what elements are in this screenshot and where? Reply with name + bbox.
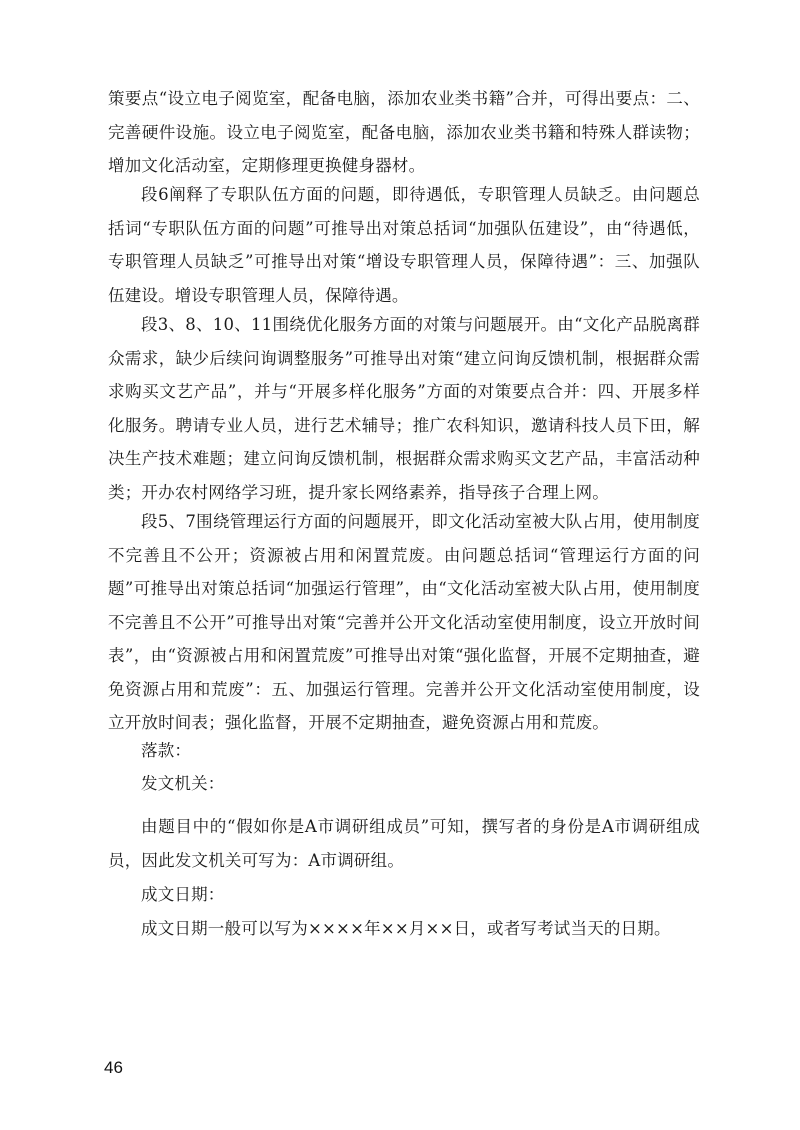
paragraph-date-heading: 成文日期： xyxy=(141,885,225,904)
paragraph-operation-management: 段5、7围绕管理运行方面的问题展开，即文化活动室被大队占用，使用制度不完善且不公开；资源被占用和闲置荒废。由问题总括词“管理运行方面的问题”可推导出对策总括词“加强运行管理”，由“文化活动室被大队占用，使用制度不完善且不公开”可推导出对策“完善并公开文化活动室使用制度，设立开放时间表”，由“资源被占用和闲置荒废”可推导出对策“强化监督，开展不定期抽查，避免资源占用和荒废”：五、加强运行管理。完善并公开文化活动室使用制度，设立开放时间表；强化监督，开展不定期抽查，避免资源占用和荒废。 xyxy=(108,512,700,732)
paragraph-diversified-services: 段3、8、10、11围绕优化服务方面的对策与问题展开。由“文化产品脱离群众需求，缺少后续问询调整服务”可推导出对策“建立问询反馈机制，根据群众需求购买文艺产品”，并与“开展多样化服务”方面的对策要点合并：四、开展多样化服务。聘请专业人员，进行艺术辅导；推广农科知识，邀请科技人员下田，解决生产技术难题；建立问询反馈机制，根据群众需求购买文艺产品，丰富活动种类；开办农村网络学习班，提升家长网络素养，指导孩子合理上网。 xyxy=(108,315,700,502)
paragraph-date-body: 成文日期一般可以写为××××年××月××日，或者写考试当天的日期。 xyxy=(141,919,671,938)
paragraph-issuing-authority-heading: 发文机关： xyxy=(141,774,225,793)
page-number: 46 xyxy=(104,1058,123,1077)
paragraph-signature-heading: 落款： xyxy=(141,741,192,760)
paragraph-team-building: 段6阐释了专职队伍方面的问题，即待遇低，专职管理人员缺乏。由问题总括词“专职队伍方面的问题”可推导出对策总括词“加强队伍建设”，由“待遇低，专职管理人员缺乏”可推导出对策“增设专职管理人员，保障待遇”：三、加强队伍建设。增设专职管理人员，保障待遇。 xyxy=(108,185,700,305)
paragraph-hardware-facilities: 策要点“设立电子阅览室，配备电脑，添加农业类书籍”合并，可得出要点：二、完善硬件设施。设立电子阅览室，配备电脑，添加农业类书籍和特殊人群读物；增加文化活动室，定期修理更换健身器材。 xyxy=(108,89,700,175)
paragraph-issuing-authority-body: 由题目中的“假如你是A市调研组成员”可知，撰写者的身份是A市调研组成员，因此发文机关可写为：A市调研组。 xyxy=(108,817,700,870)
